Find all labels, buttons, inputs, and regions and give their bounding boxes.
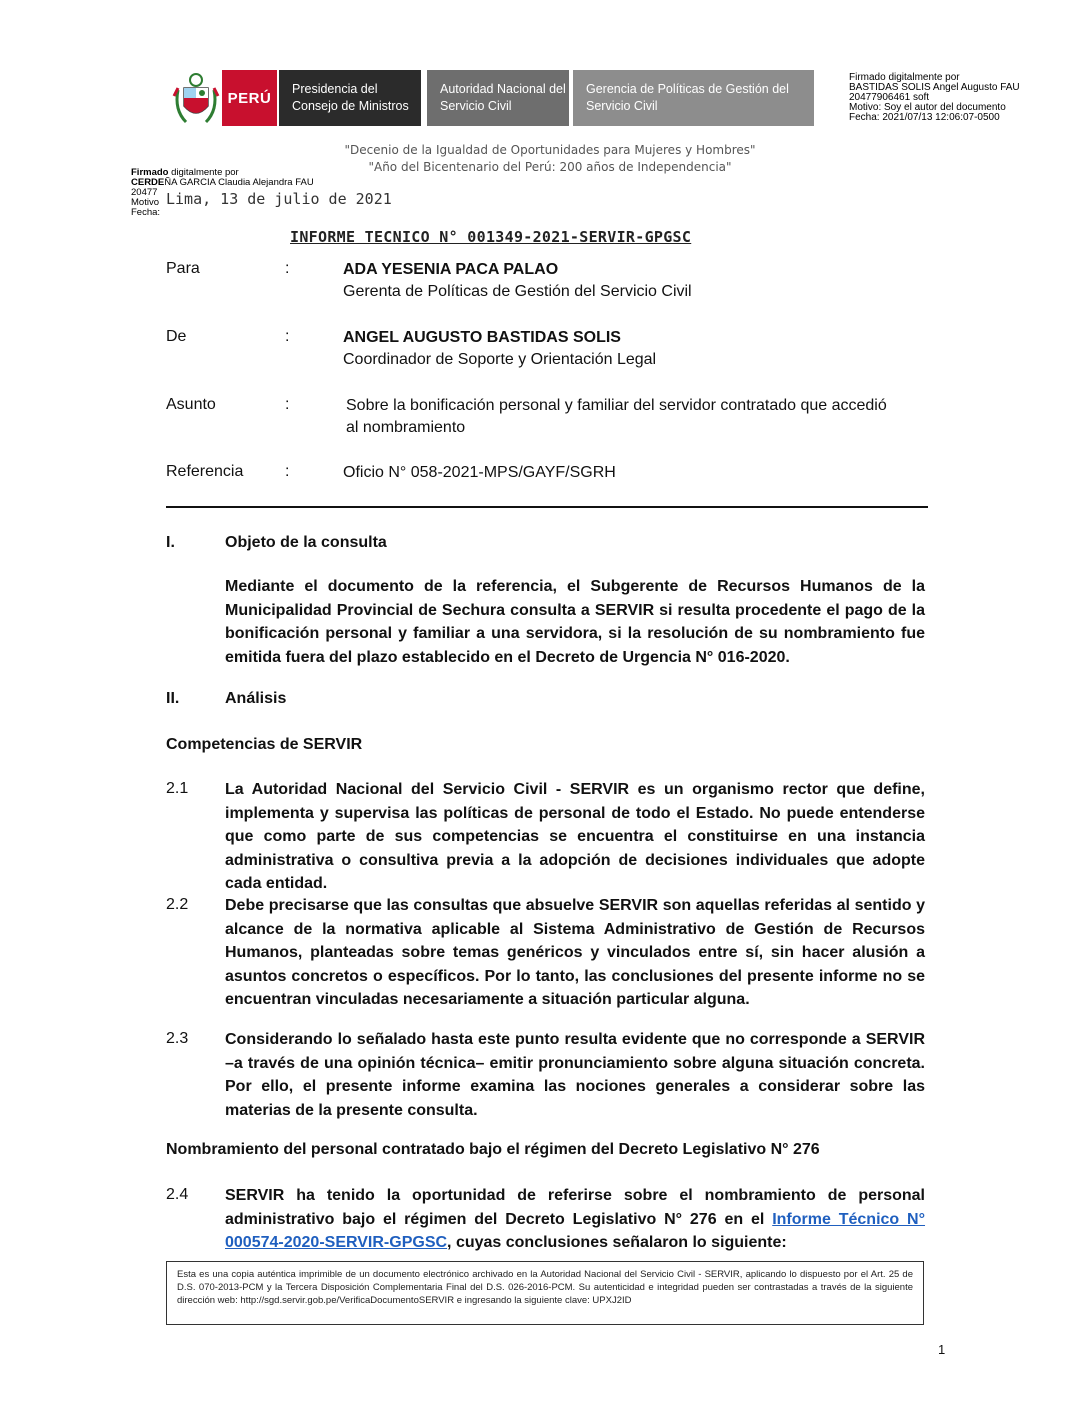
asunto-line-2: al nombramiento	[346, 419, 466, 436]
decade-motto	[250, 142, 850, 176]
servir-banner	[427, 70, 569, 126]
subhead-competencias: Competencias de SERVIR	[166, 736, 363, 753]
de-value	[343, 327, 933, 371]
para-2-4	[225, 1184, 925, 1255]
pcm-banner	[279, 70, 421, 126]
de-role: Coordinador de Soporte y Orientación Legal	[343, 351, 657, 368]
para-label: Para	[166, 260, 200, 277]
sig-right-line5: Fecha: 2021/07/13 12:06:07-0500	[849, 112, 1000, 123]
para-2-1: La Autoridad Nacional del Servicio Civil - SERVIR es un organismo rector que define, implementa y supervisa las políticas de personal de todo el Estado. No puede entenderse que como parte de sus competencias se encuentra el constituirse en una instancia administrativa o consultiva previa a la adopción de decisiones individuales que adopte cada entidad.	[225, 781, 925, 892]
pcm-banner-text: Presidencia del Consejo de Ministros	[292, 82, 409, 113]
section-1-text: Mediante el documento de la referencia, el Subgerente de Recursos Humanos de la Municipalidad Provincial de Sechura consulta a SERVIR si resulta procedente el pago de la bonificación personal y familiar a una servidora, si la resolución de su nombramiento fue emitida fuera del plazo establecido en el Decreto de Urgencia N° 016-2020.	[225, 578, 925, 666]
gerencia-banner	[573, 70, 814, 126]
report-title: INFORME TECNICO N° 001349-2021-SERVIR-GPGSC	[290, 228, 692, 246]
sig-right-line3: 20477906461 soft	[849, 92, 930, 103]
authenticity-footer	[166, 1261, 924, 1325]
peru-logo-text: PERÚ	[227, 89, 272, 107]
decade-line-2: "Año del Bicentenario del Perú: 200 años de Independencia"	[368, 160, 732, 174]
para-2-2-number: 2.2	[166, 896, 189, 913]
sig-right-line4: Motivo: Soy el autor del documento	[849, 102, 1006, 113]
para-2-4-post: , cuyas conclusiones señalaron lo siguiente:	[447, 1234, 787, 1251]
asunto-label: Asunto	[166, 396, 216, 413]
footer-text: Esta es una copia auténtica imprimible de un documento electrónico archivado en la Autoridad Nacional del Servicio Civil - SERVIR, aplicando lo dispuesto por el Art. 25 de D.S. 070-2013-PCM y la Tercera Disposición Complementaria Final del D.S. 026-2016-PCM. Su autenticidad e integridad pueden ser contrastadas a través de la siguiente dirección web: http://sgd.servir.gob.pe/VerificaDocumentoSERVIR e ingresando la siguiente clave: UPXJ2ID	[177, 1269, 913, 1306]
para-2-4-pre: SERVIR ha tenido la oportunidad de referirse sobre el nombramiento de personal administrativo bajo el régimen del Decreto Legislativo N° 276 en el	[225, 1187, 925, 1228]
de-name: ANGEL AUGUSTO BASTIDAS SOLIS	[343, 329, 621, 346]
document-date: Lima, 13 de julio de 2021	[166, 190, 392, 208]
sig-right-line2: BASTIDAS SOLIS Angel Augusto FAU	[849, 82, 1020, 93]
referencia-colon: :	[285, 463, 290, 480]
sig-left-line3: 20477	[131, 187, 158, 198]
sig-left-line5: Fecha:	[131, 207, 161, 218]
sig-right-line1: Firmado digitalmente por	[849, 72, 960, 83]
para-name: ADA YESENIA PACA PALAO	[343, 261, 559, 278]
para-colon: :	[285, 260, 290, 277]
para-role: Gerenta de Políticas de Gestión del Servicio Civil	[343, 283, 692, 300]
peru-coat-of-arms-icon	[172, 70, 220, 126]
para-2-3: Considerando lo señalado hasta este punto resulta evidente que no corresponde a SERVIR –a través de una opinión técnica– emitir pronunciamiento sobre alguna situación concreta. Por ello, el presente informe examina las nociones generales a considerar sobre las materias de la presente consulta.	[225, 1031, 925, 1119]
subhead-nombramiento: Nombramiento del personal contratado bajo el régimen del Decreto Legislativo N° 276	[166, 1141, 820, 1158]
asunto-line-1: Sobre la bonificación personal y familiar del servidor contratado que accedió	[346, 397, 887, 414]
asunto-value	[346, 395, 936, 439]
page-number: 1	[938, 1342, 946, 1357]
section-2-title: Análisis	[225, 690, 287, 707]
servir-banner-text: Autoridad Nacional del Servicio Civil	[440, 82, 566, 113]
peru-logo	[222, 70, 277, 126]
referencia-label: Referencia	[166, 463, 244, 480]
sig-left-line1-bold: Firmado	[131, 167, 169, 178]
sig-left-line1-rest: digitalmente por	[168, 167, 239, 178]
decade-line-1: "Decenio de la Igualdad de Oportunidades para Mujeres y Hombres"	[344, 143, 756, 157]
referencia-value: Oficio N° 058-2021-MPS/GAYF/SGRH	[343, 464, 616, 481]
asunto-colon: :	[285, 396, 290, 413]
informe-tecnico-link[interactable]: Informe Técnico N° 000574-2020-SERVIR-GPGSC	[225, 1210, 926, 1251]
sig-left-line2-rest: ÑA GARCIA Claudia Alejandra FAU	[164, 177, 314, 188]
para-2-2: Debe precisarse que las consultas que absuelve SERVIR son aquellas referidas al sentido y alcance de la normativa aplicable al Sistema Administrativo de Gestión de Recursos Humanos, planteadas sobre temas genéricos y vinculados entre sí, sin hacer alusión a asuntos concretos o específicos. Por lo tanto, las conclusiones del presente informe no se encuentran vinculadas necesariamente a situación particular alguna.	[225, 897, 925, 1008]
sig-left-line2-bold: CERDE	[131, 177, 165, 188]
section-1-title: Objeto de la consulta	[225, 534, 387, 551]
section-1-number: I.	[166, 534, 175, 551]
para-2-4-number: 2.4	[166, 1186, 189, 1203]
header-divider	[166, 506, 928, 508]
para-2-3-number: 2.3	[166, 1030, 189, 1047]
section-2-number: II.	[166, 690, 180, 707]
de-label: De	[166, 328, 187, 345]
de-colon: :	[285, 328, 290, 345]
sig-left-line4: Motivo	[131, 197, 159, 208]
para-2-1-number: 2.1	[166, 780, 189, 797]
para-value	[343, 259, 933, 303]
digital-signature-right	[849, 73, 1059, 123]
gerencia-banner-text: Gerencia de Políticas de Gestión del Servicio Civil	[586, 82, 789, 113]
